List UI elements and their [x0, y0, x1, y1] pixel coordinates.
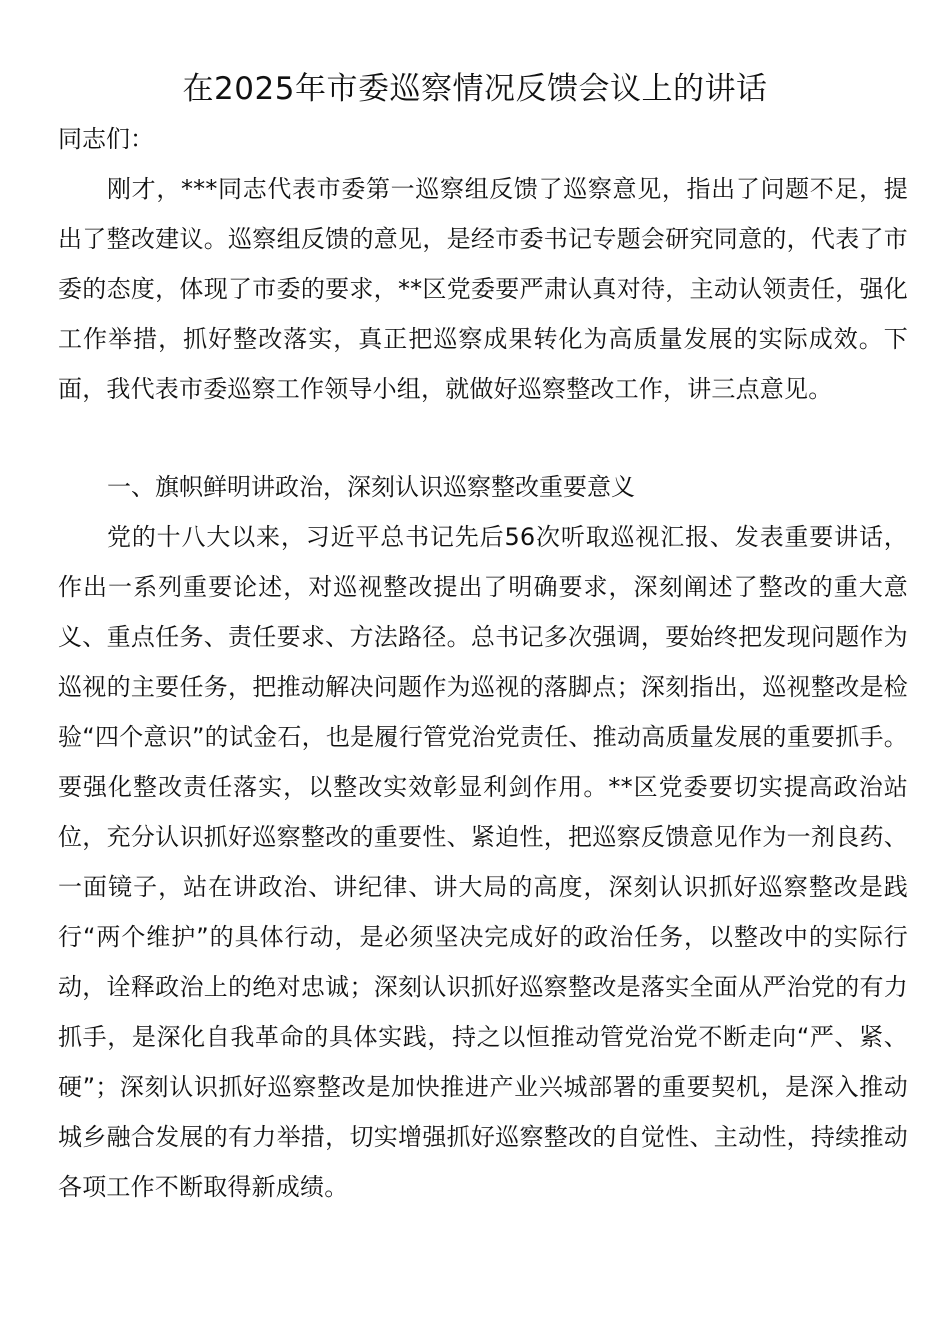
paragraph-section-1: 党的十八大以来，习近平总书记先后56次听取巡视汇报、发表重要讲话，作出一系列重要论述，对巡视整改提出了明确要求，深刻阐述了整改的重大意义、重点任务、责任要求、方法路径。总书记多次强调，要始终把发现问题作为巡视的主要任务，把推动解决问题作为巡视的落脚点；深刻指出，巡视整改是检验“四个意识”的试金石，也是履行管党治党责任、推动高质量发展的重要抓手。要强化整改责任落实，以整改实效彰显利剑作用。**区党委要切实提高政治站位，充分认识抓好巡察整改的重要性、紧迫性，把巡察反馈意见作为一剂良药、一面镜子，站在讲政治、讲纪律、讲大局的高度，深刻认识抓好巡察整改是践行“两个维护”的具体行动，是必须坚决完成好的政治任务，以整改中的实际行动，诠释政治上的绝对忠诚；深刻认识抓好巡察整改是落实全面从严治党的有力抓手，是深化自我革命的具体实践，持之以恒推动管党治党不断走向“严、紧、硬”；深刻认识抓好巡察整改是加快推进产业兴城部署的重要契机，是深入推动城乡融合发展的有力举措，切实增强抓好巡察整改的自觉性、主动性，持续推动各项工作不断取得新成绩。	[58, 523, 908, 1201]
greeting: 同志们：	[58, 125, 154, 153]
paragraph-opening: 刚才，***同志代表市委第一巡察组反馈了巡察意见，指出了问题不足，提出了整改建议。巡察组反馈的意见，是经市委书记专题会研究同意的，代表了市委的态度，体现了市委的要求，**区党委要严肃认真对待，主动认领责任，强化工作举措，抓好整改落实，真正把巡察成果转化为高质量发展的实际成效。下面，我代表市委巡察工作领导小组，就做好巡察整改工作，讲三点意见。	[58, 175, 908, 403]
section-heading: 一、旗帜鲜明讲政治，深刻认识巡察整改重要意义	[107, 473, 635, 501]
document-title: 在2025年市委巡察情况反馈会议上的讲话	[182, 71, 768, 107]
